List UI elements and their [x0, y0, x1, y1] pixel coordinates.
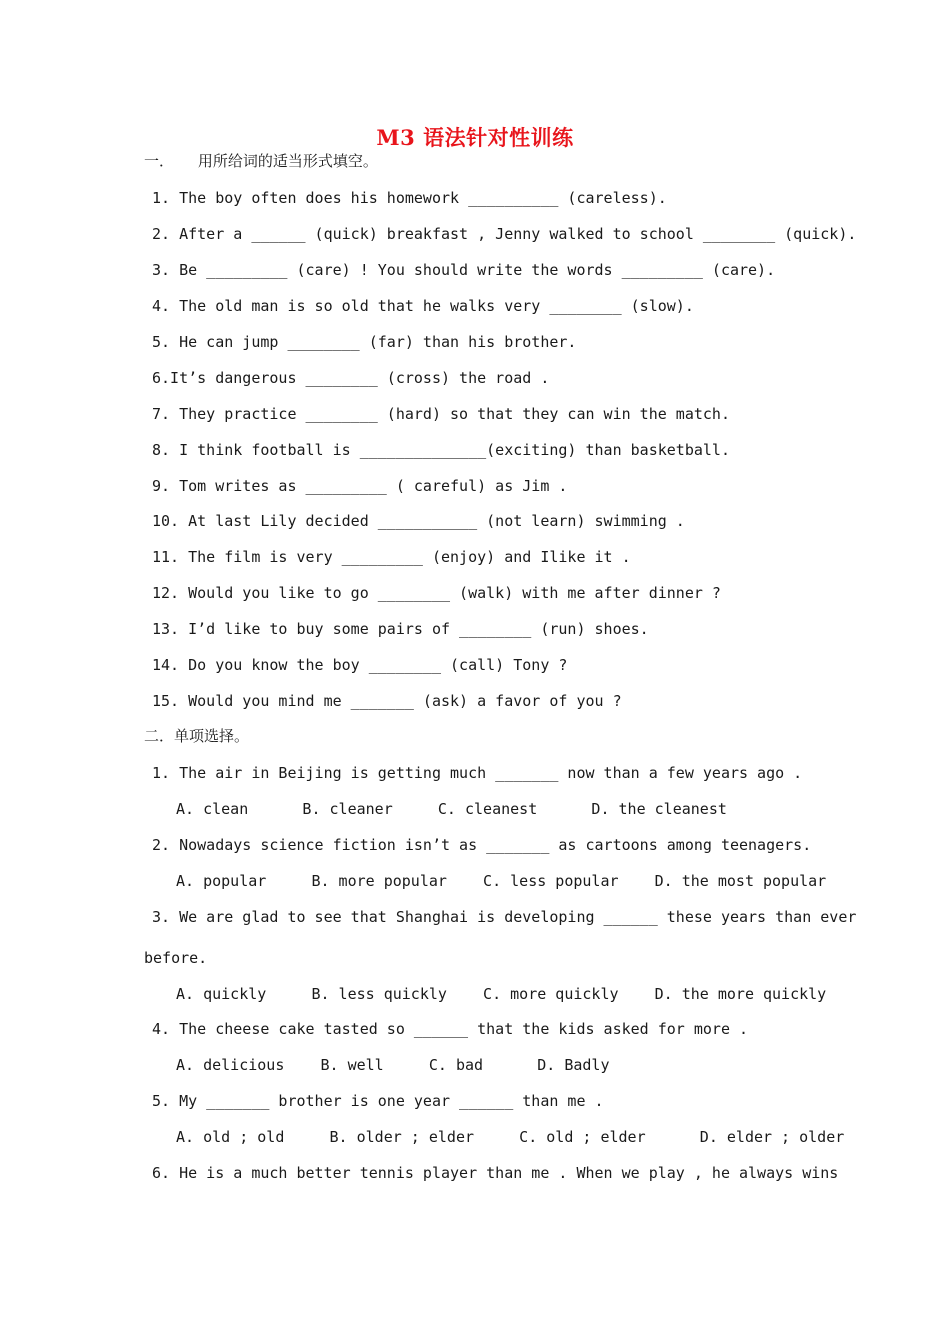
choice-options-2: A. popular B. more popular C. less popular D. the most popular: [176, 872, 827, 890]
fill-item-8: 8. I think football is ______________(exciting) than basketball.: [152, 441, 730, 459]
choice-options-1: A. clean B. cleaner C. cleanest D. the cleanest: [176, 800, 727, 818]
choice-options-4: A. delicious B. well C. bad D. Badly: [176, 1056, 610, 1074]
fill-item-15: 15. Would you mind me _______ (ask) a favor of you ?: [152, 692, 622, 710]
fill-item-13: 13. I’d like to buy some pairs of ________ (run) shoes.: [152, 620, 649, 638]
fill-item-5: 5. He can jump ________ (far) than his brother.: [152, 333, 577, 351]
fill-item-9: 9. Tom writes as _________ ( careful) as Jim .: [152, 477, 568, 495]
page-title: M3 语法针对性训练: [376, 125, 574, 150]
section-2-heading: 二．单项选择。: [144, 727, 250, 745]
fill-item-1: 1. The boy often does his homework __________ (careless).: [152, 189, 667, 207]
fill-item-2: 2. After a ______ (quick) breakfast , Jenny walked to school ________ (quick).: [152, 225, 857, 243]
choice-question-3-continued: before.: [144, 949, 208, 967]
fill-item-6: 6.It’s dangerous ________ (cross) the road .: [152, 369, 550, 387]
choice-question-4: 4. The cheese cake tasted so ______ that the kids asked for more .: [152, 1020, 749, 1038]
fill-item-12: 12. Would you like to go ________ (walk) with me after dinner ?: [152, 584, 721, 602]
choice-question-2: 2. Nowadays science fiction isn’t as _______ as cartoons among teenagers.: [152, 836, 812, 854]
section-1-heading: 一． 用所给词的适当形式填空。: [144, 152, 378, 170]
choice-question-1: 1. The air in Beijing is getting much _______ now than a few years ago .: [152, 764, 803, 782]
choice-options-3: A. quickly B. less quickly C. more quickly D. the more quickly: [176, 985, 827, 1003]
fill-item-10: 10. At last Lily decided ___________ (not learn) swimming .: [152, 512, 685, 530]
choice-options-5: A. old ; old B. older ; elder C. old ; elder D. elder ; older: [176, 1128, 845, 1146]
fill-item-3: 3. Be _________ (care) ! You should write the words _________ (care).: [152, 261, 776, 279]
choice-question-6: 6. He is a much better tennis player than me . When we play , he always wins: [152, 1164, 839, 1182]
fill-item-14: 14. Do you know the boy ________ (call) Tony ?: [152, 656, 568, 674]
fill-item-7: 7. They practice ________ (hard) so that they can win the match.: [152, 405, 730, 423]
fill-item-11: 11. The film is very _________ (enjoy) and Ilike it .: [152, 548, 631, 566]
fill-item-4: 4. The old man is so old that he walks very ________ (slow).: [152, 297, 694, 315]
choice-question-3: 3. We are glad to see that Shanghai is developing ______ these years than ever: [152, 908, 857, 926]
choice-question-5: 5. My _______ brother is one year ______ than me .: [152, 1092, 604, 1110]
